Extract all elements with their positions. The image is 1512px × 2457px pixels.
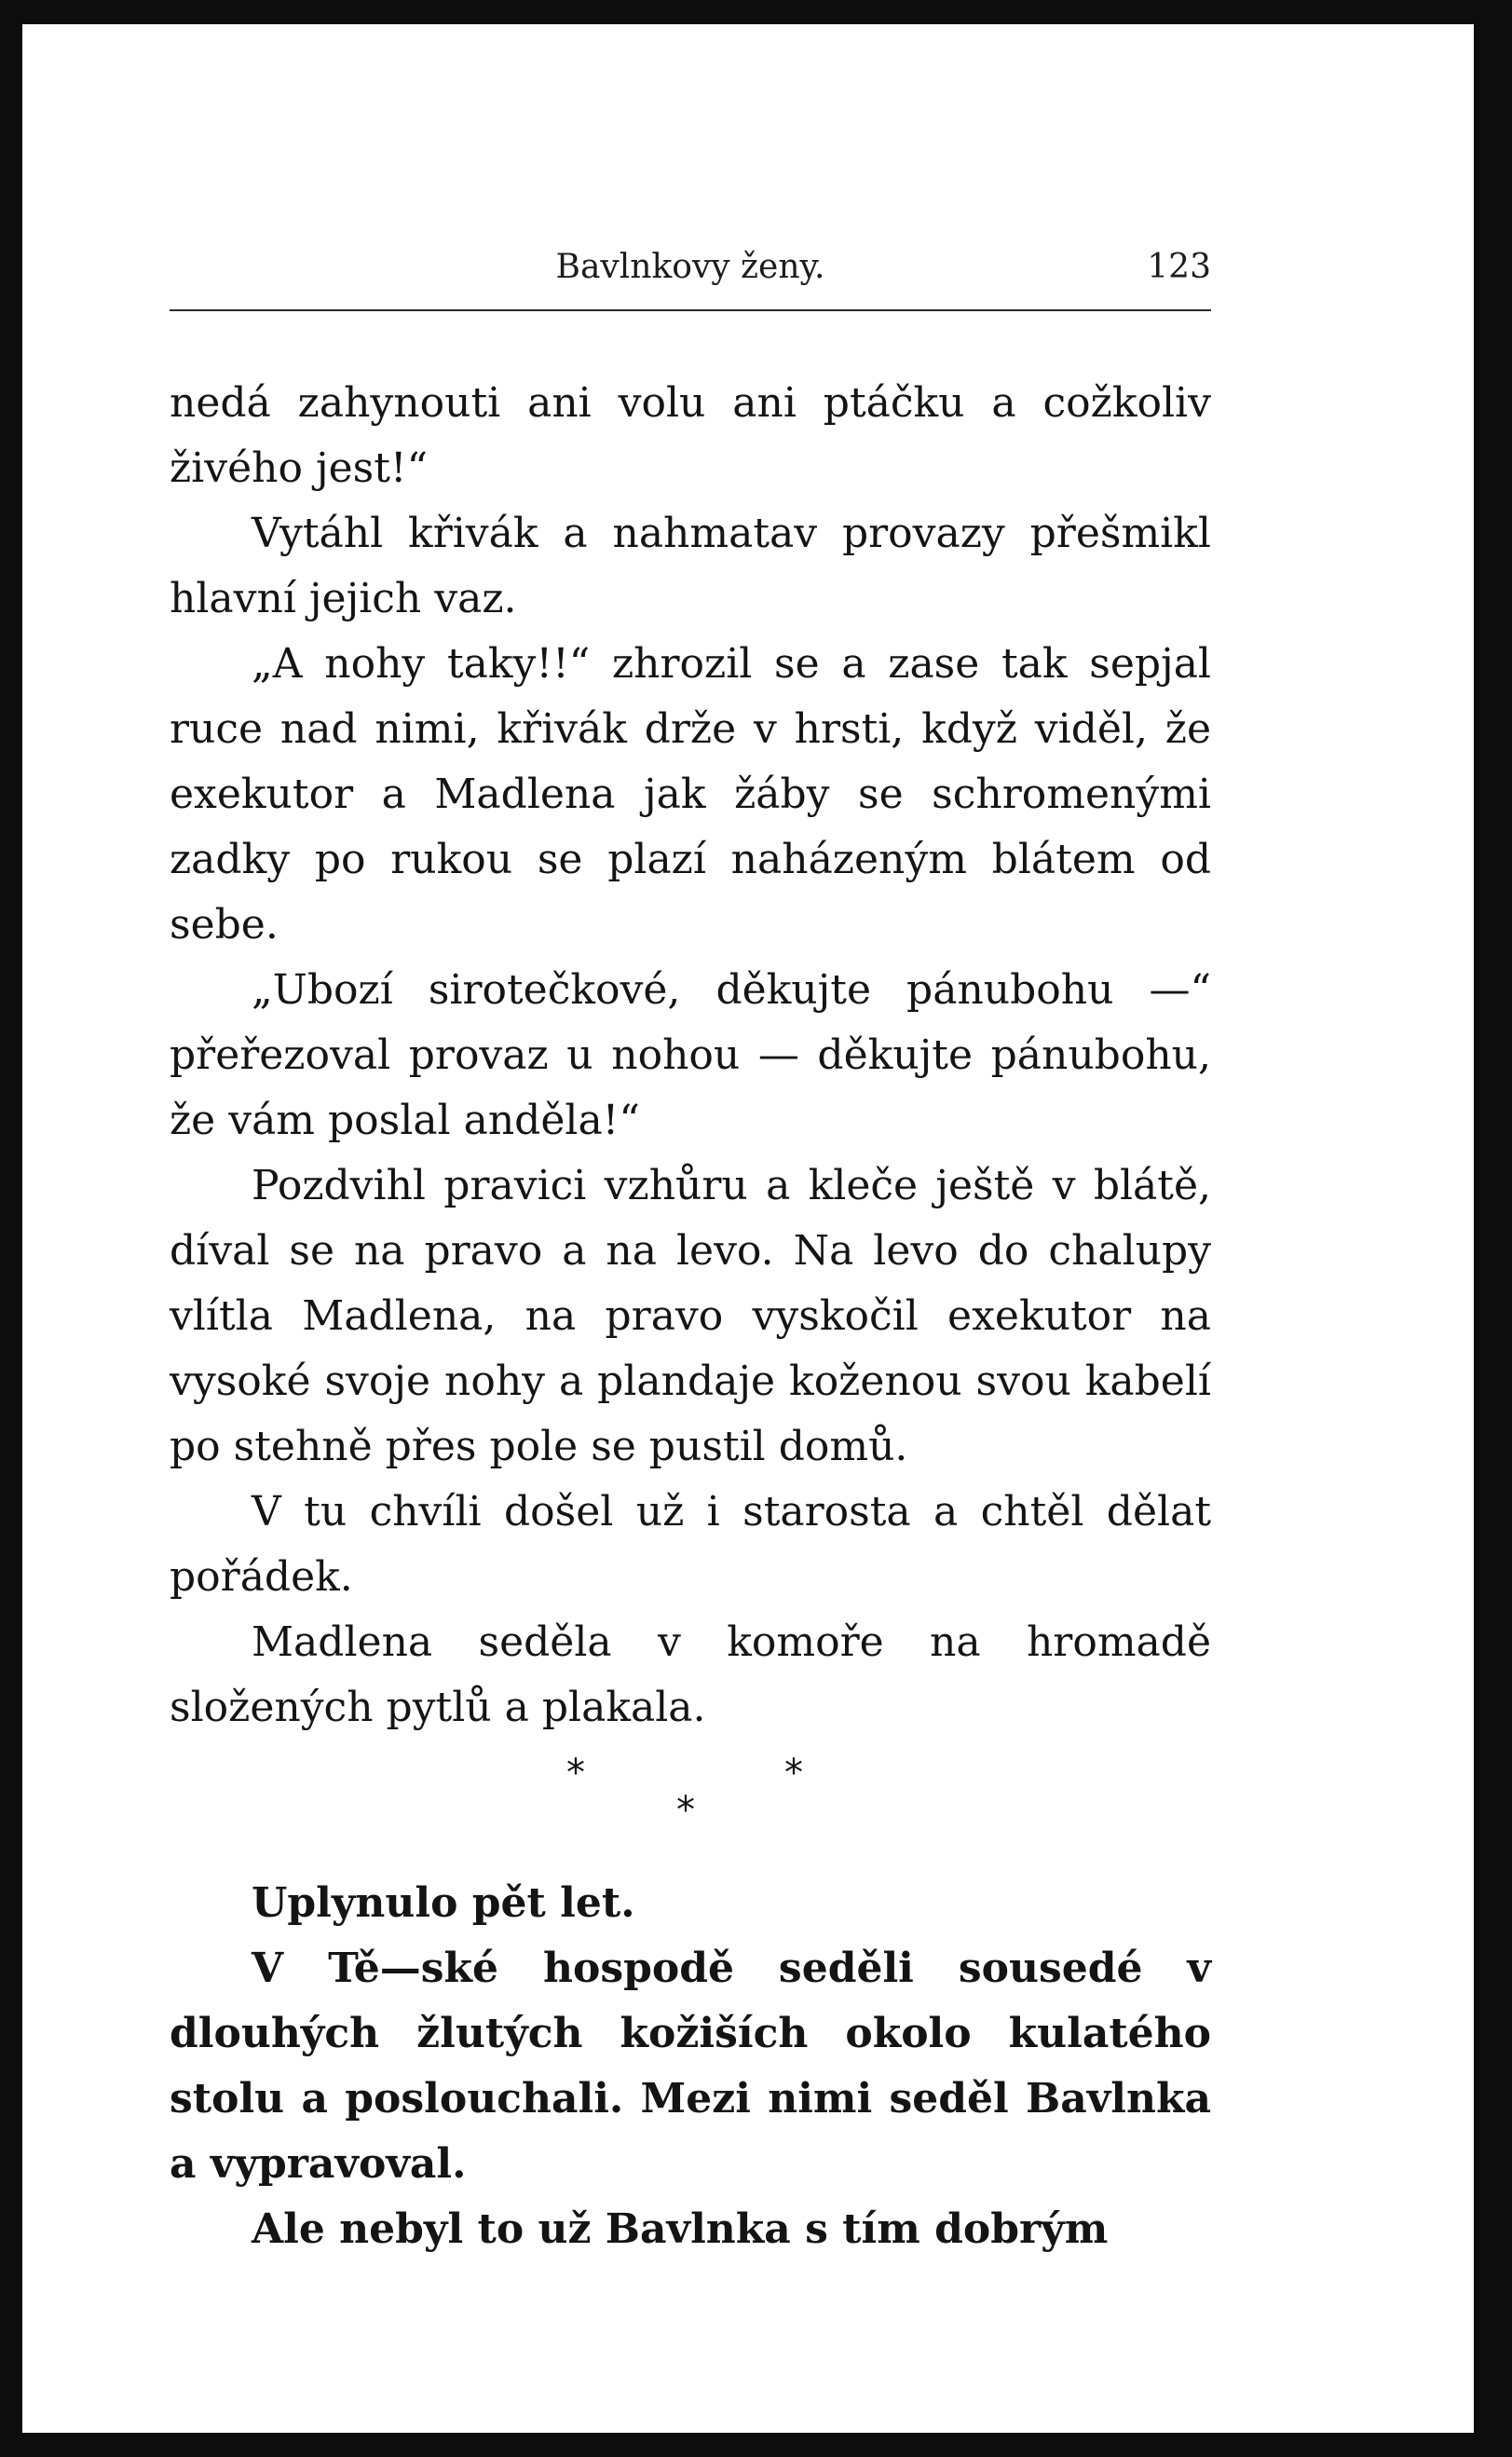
paragraph: nedá zahynouti ani volu ani ptáčku a cožkoliv živého jest!“ [170,379,1211,492]
asterisk: * [676,1789,695,1832]
asterisk: * [566,1752,585,1795]
paragraph: Uplynulo pět let. [252,1879,635,1927]
paragraph: Ale nebyl to už Bavlnka s tím dobrým [252,2205,1109,2253]
running-head-title: Bavlnkovy ženy. [555,248,825,286]
running-head [170,248,1211,304]
paragraph: „Ubozí sirotečkové, děkujte pánubohu —“ přeřezoval provaz u nohou — děkujte pánubohu, že vám poslal anděla!“ [170,966,1211,1144]
page-number: 123 [1147,248,1211,286]
asterisk: * [784,1752,803,1795]
paragraph: V Tě—ské hospodě seděli sousedé v dlouhých žlutých kožiších okolo kulatého stolu a poslouchali. Mezi nimi seděl Bavlnka a vypravoval. [170,1945,1211,2188]
paragraph: Pozdvihl pravici vzhůru a kleče ještě v blátě, díval se na pravo a na levo. Na levo do chalupy vlítla Madlena, na pravo vyskočil exekutor na vysoké svoje nohy a plandaje koženou svou kabelí po stehně přes pole se pustil domů. [170,1162,1211,1470]
paragraph: Vytáhl křivák a nahmatav provazy přešmikl hlavní jejich vaz. [170,510,1211,622]
section-separator [170,1740,1211,1871]
paragraph: V tu chvíli došel už i starosta a chtěl dělat pořádek. [170,1488,1211,1601]
paragraph: „A nohy taky!!“ zhrozil se a zase tak sepjal ruce nad nimi, křivák drže v hrsti, když viděl, že exekutor a Madlena jak žáby se schromenými zadky po rukou se plazí naházeným blátem od sebe. [170,640,1211,949]
paragraph: Madlena seděla v komoře na hromadě složených pytlů a plakala. [170,1618,1211,1731]
header-rule [170,309,1211,311]
body-text [170,371,1211,2262]
